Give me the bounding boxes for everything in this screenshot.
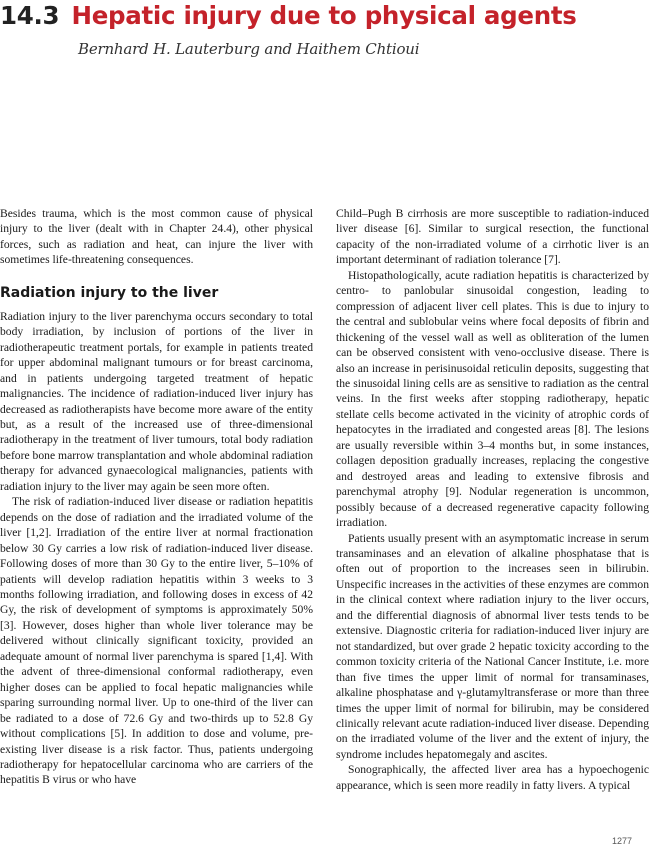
left-column (0, 206, 313, 788)
chapter-heading (0, 1, 577, 31)
body-paragraph: The risk of radiation-induced liver disease or radiation hepatitis depends on the dose of radiation and the irradiated volume of the liver [1,2]. Irradiation of the entire liver at normal fractionation below 30 Gy carries a low risk of radiation-induced liver disease. Following doses of more than 30 Gy to the entire liver, 5–10% of patients will develop radiation hepatitis within 3 weeks to 3 months following irradiation, and following doses in excess of 42 Gy, the risk of development of symptoms is approximately 50% [3]. However, doses higher than whole liver tolerance may be delivered without clinically significant toxicity, provided an adequate amount of normal liver parenchyma is spared [1,4]. With the advent of three-dimensional conformal radiotherapy, even higher doses can be applied to focal hepatic malignancies while sparing surrounding normal liver. Up to one-third of the liver can be radiated to a dose of 72.6 Gy and two-thirds up to 52.8 Gy without complications [5]. In addition to dose and volume, pre-existing liver disease is a risk factor. Thus, patients undergoing radiotherapy for hepatocellular carcinoma who are carriers of the hepatitis B virus or who have (0, 495, 313, 787)
body-paragraph: Patients usually present with an asymptomatic increase in serum transaminases and an elevation of alkaline phosphatase that is often out of proportion to the increases seen in bilirubin. Unspecific increases in the activities of these enzymes are common in the clinical context where radiation injury to the liver occurs, and the differential diagnosis of abnormal liver tests tends to be extensive. Diagnostic criteria for radiation-induced liver injury are not standardized, but over grade 2 hepatic toxicity according to the common toxicity criteria of the National Cancer Institute, i.e. more than five times the upper limit of normal for transaminases, alkaline phosphatase and γ-glutamyltransferase or more than three times the upper limit of normal for bilirubin, may be considered clinically relevant acute radiation-induced liver disease. Depending on the irradiated volume of the liver and the extent of injury, the syndrome includes hepatomegaly and ascites. (336, 531, 649, 761)
chapter-number: 14.3 (0, 1, 60, 30)
page-number: 1277 (612, 836, 633, 846)
authors: Bernhard H. Lauterburg and Haithem Chtioui (78, 40, 420, 58)
section-heading: Radiation injury to the liver (0, 284, 219, 301)
right-column (336, 206, 649, 793)
body-paragraph-continued: Child–Pugh B cirrhosis are more susceptible to radiation-induced liver disease [6]. Similar to surgical resection, the functional capacity of the non-irradiated volume of a cirrhotic liver is an important determinant of radiation tolerance [7]. (336, 207, 649, 267)
chapter-title: Hepatic injury due to physical agents (71, 1, 577, 30)
body-paragraph: Sonographically, the affected liver area has a hypoechogenic appearance, which is seen more readily in fatty livers. A typical (336, 763, 649, 792)
body-paragraph: Radiation injury to the liver parenchyma occurs secondary to total body irradiation, by inclusion of portions of the liver in radiotherapeutic treatment portals, for example in patients treated for upper abdominal malignant tumours or for breast carcinoma, and in patients undergoing targeted treatment of hepatic malignancies. The incidence of radiation-induced liver injury has decreased as radiotherapists have become more aware of the entity but, as a result of the increased use of three-dimensional radiotherapy in the treatment of liver tumours, total body radiation before bone marrow transplantation and whole abdominal radiation therapy for advanced gynaecological malignancies, patients with radiation injury to the liver may again be seen more often. (0, 309, 313, 493)
body-paragraph: Histopathologically, acute radiation hepatitis is characterized by centro- to panlobular sinusoidal congestion, leading to compression of adjacent liver cell plates. This is due to injury to the central and sublobular veins where focal deposits of fibrin and thickening of the vessel wall as well as obliteration of the lumen can be observed consistent with veno-occlusive disease. There is also an increase in perisinusoidal reticulin deposits, suggesting that the sinusoidal lining cells are as sensitive to radiation as the central veins. In the first weeks after stopping radiotherapy, hepatic stellate cells become activated in the vicinity of atrophic cords of hepatocytes in the irradiated and congested areas [8]. The lesions are usually reversible within 3–4 months but, in some instances, collagen deposition gradually increases, replacing the congestive and destroyed areas and leading to extensive fibrosis and parenchymal atrophy [9]. Nodular regeneration is uncommon, possibly because of a decreased regenerative capacity following irradiation. (336, 268, 649, 530)
intro-paragraph: Besides trauma, which is the most common cause of physical injury to the liver (dealt with in Chapter 24.4), other physical forces, such as radiation and heat, can injure the liver with sometimes life-threatening consequences. (0, 207, 313, 267)
